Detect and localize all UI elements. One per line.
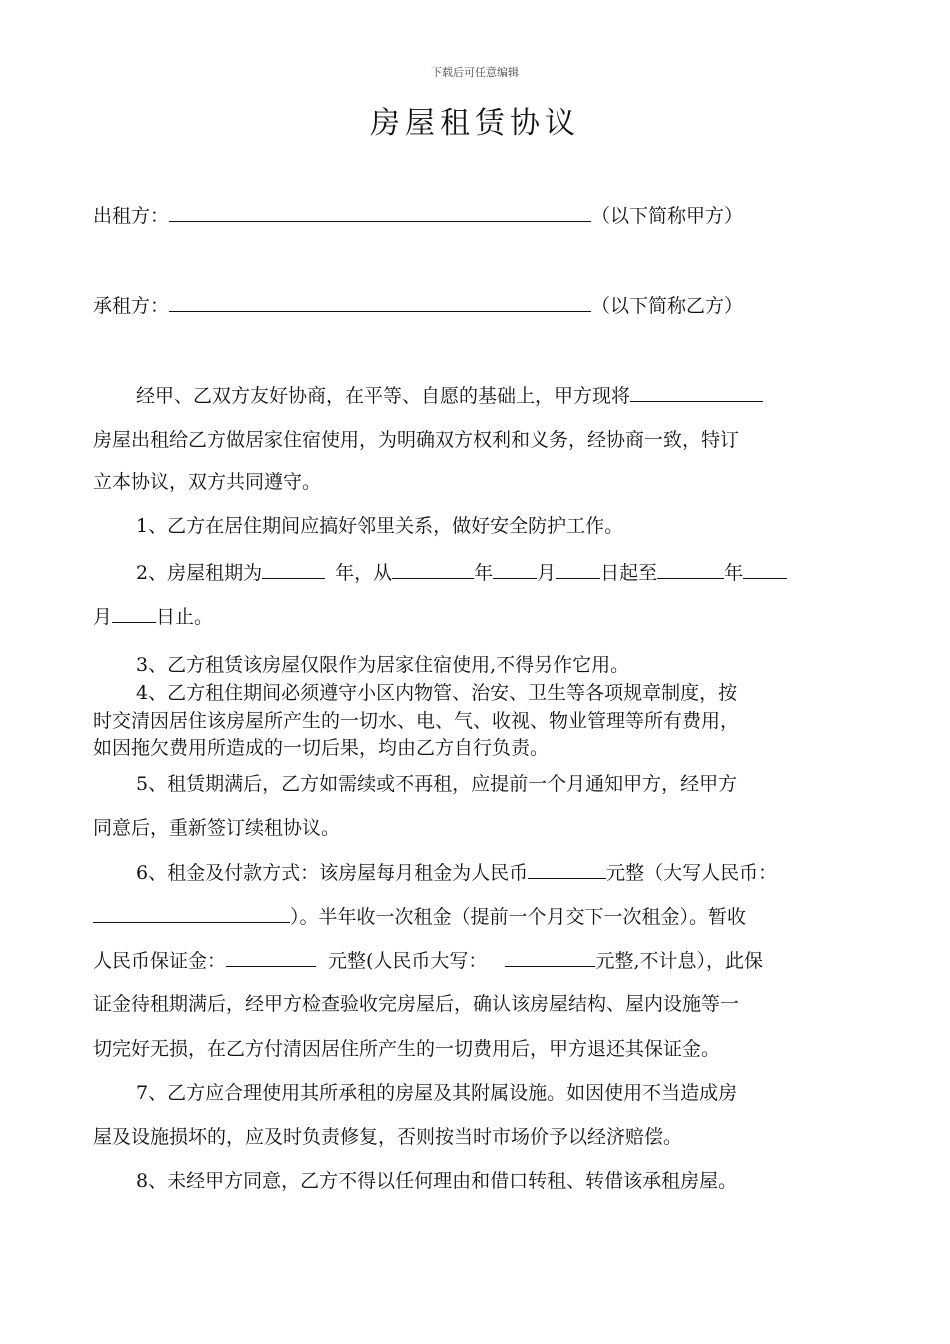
clause-5-line-2: 同意后，重新签订续租协议。 <box>93 817 341 839</box>
lessee-suffix: （以下简称乙方） <box>591 295 744 317</box>
clause-4-line-2: 时交清因居住该房屋所产生的一切水、电、气、收视、物业管理等所有费用， <box>93 710 740 732</box>
clause-7-line-1: 7、乙方应合理使用其所承租的房屋及其附属设施。如因使用不当造成房 <box>136 1082 738 1104</box>
intro-line-1 <box>136 380 763 408</box>
start-year-field[interactable] <box>392 557 474 579</box>
lessee-label: 承租方： <box>93 295 170 317</box>
intro-line-3: 立本协议，双方共同遵守。 <box>93 471 322 493</box>
deposit-amount-field[interactable] <box>226 945 316 967</box>
clause-6-text-d: 人民币保证金： <box>93 950 227 972</box>
document-title: 房屋租赁协议 <box>370 106 580 141</box>
intro-line-2: 房屋出租给乙方做居家住宿使用，为明确双方权利和义务，经协商一致，特订 <box>93 429 740 451</box>
lessor-suffix: （以下简称甲方） <box>591 205 744 227</box>
lessor-line <box>93 200 743 228</box>
clause-3: 3、乙方租赁该房屋仅限作为居家住宿使用,不得另作它用。 <box>136 654 630 676</box>
clause-2-text-h: 日止。 <box>156 606 214 628</box>
lessee-line <box>93 290 743 318</box>
lessor-name-field[interactable] <box>169 200 591 222</box>
clause-6-line-1 <box>136 857 777 885</box>
rent-uppercase-field[interactable] <box>93 901 290 923</box>
start-month-field[interactable] <box>493 557 537 579</box>
clause-6-line-5: 切完好无损，在乙方付清因居住所产生的一切费用后，甲方退还其保证金。 <box>93 1038 721 1060</box>
header-note: 下载后可任意编辑 <box>431 66 519 79</box>
clause-6-text-a: 6、租金及付款方式：该房屋每月租金为人民币 <box>136 862 529 884</box>
clause-8: 8、未经甲方同意，乙方不得以任何理由和借口转租、转借该承租房屋。 <box>136 1170 738 1192</box>
clause-6-text-b: 元整（大写人民币： <box>606 862 778 884</box>
clause-2-text-c: 年 <box>474 562 494 584</box>
clause-2-text-b: 年，从 <box>335 562 393 584</box>
property-address-field[interactable] <box>630 380 763 402</box>
end-year-field[interactable] <box>657 557 724 579</box>
lease-years-field[interactable] <box>262 557 325 579</box>
clause-2-text-a: 2、房屋租期为 <box>136 562 263 584</box>
clause-2-text-g: 月 <box>93 606 113 628</box>
clause-6-text-f: 元整,不计息），此保 <box>595 950 763 972</box>
clause-2-text-f: 年 <box>724 562 744 584</box>
clause-2-line-2 <box>93 601 213 629</box>
clause-6-line-2 <box>93 901 746 929</box>
deposit-uppercase-field[interactable] <box>505 945 595 967</box>
clause-6-line-3 <box>93 945 763 973</box>
clause-6-line-4: 证金待租期满后，经甲方检查验收完房屋后，确认该房屋结构、屋内设施等一 <box>93 993 740 1015</box>
clause-2-line-1 <box>136 557 787 585</box>
end-month-field[interactable] <box>743 557 787 579</box>
end-day-field[interactable] <box>112 601 156 623</box>
intro-text-1: 经甲、乙双方友好协商，在平等、自愿的基础上，甲方现将 <box>136 385 631 407</box>
monthly-rent-field[interactable] <box>528 857 606 879</box>
clause-6-text-c: ）。半年收一次租金（提前一个月交下一次租金）。暂收 <box>290 906 747 928</box>
clause-5-line-1: 5、租赁期满后，乙方如需续或不再租，应提前一个月通知甲方，经甲方 <box>136 773 738 795</box>
clause-4-line-1: 4、乙方租住期间必须遵守小区内物管、治安、卫生等各项规章制度，按 <box>136 682 738 704</box>
lessor-label: 出租方： <box>93 205 170 227</box>
clause-1: 1、乙方在居住期间应搞好邻里关系，做好安全防护工作。 <box>136 515 624 537</box>
clause-6-text-e: 元整(人民币大写： <box>328 950 488 972</box>
start-day-field[interactable] <box>556 557 600 579</box>
lessee-name-field[interactable] <box>169 290 591 312</box>
clause-2-text-d: 月 <box>537 562 557 584</box>
clause-7-line-2: 屋及设施损坏的，应及时负责修复，否则按当时市场价予以经济赔偿。 <box>93 1126 683 1148</box>
clause-4-line-3: 如因拖欠费用所造成的一切后果，均由乙方自行负责。 <box>93 737 550 759</box>
clause-2-text-e: 日起至 <box>600 562 658 584</box>
